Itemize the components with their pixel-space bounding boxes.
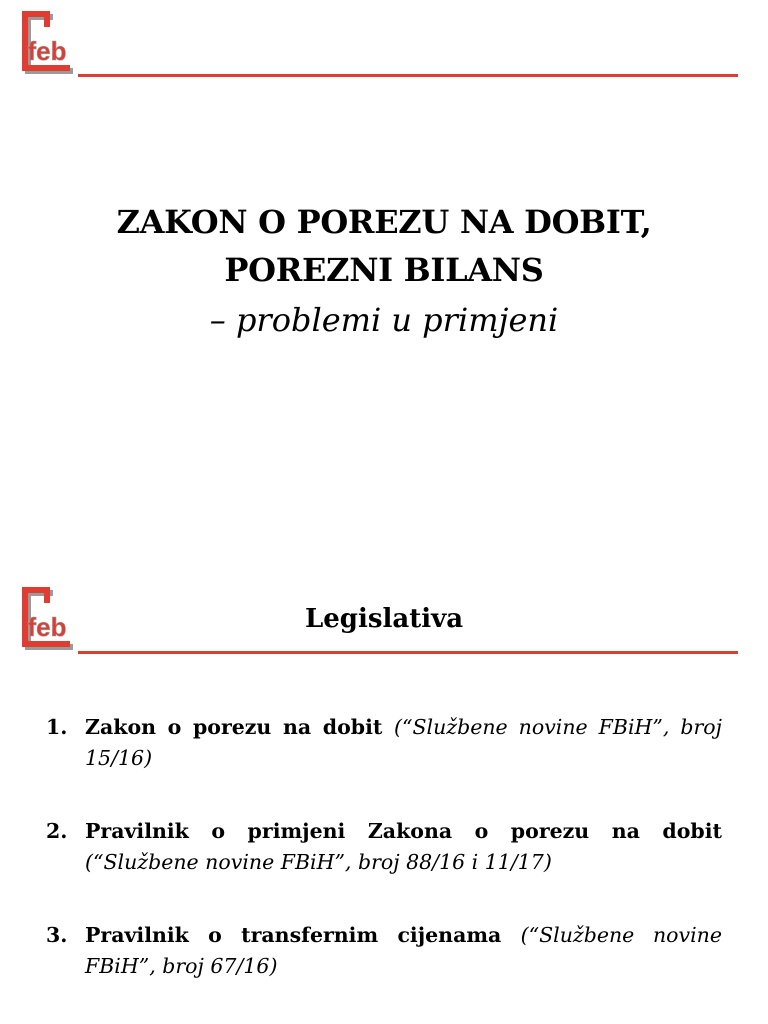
- legislation-list: [46, 712, 722, 1024]
- list-item: [46, 816, 722, 878]
- subtitle: – problemi u primjeni: [209, 301, 559, 339]
- law-name: Pravilnik o primjeni Zakona o porezu na dobit: [85, 819, 722, 843]
- title-line-1: ZAKON O POREZU NA DOBIT,: [116, 203, 652, 241]
- feb-logo-icon: [18, 10, 74, 78]
- list-item: [46, 920, 722, 982]
- title-line-2: POREZNI BILANS: [224, 251, 544, 289]
- item-number: 2.: [46, 819, 68, 843]
- item-number: 1.: [46, 715, 68, 739]
- law-reference: (“Službene novine FBiH”, broj 15/16): [85, 715, 723, 770]
- header-rule: [78, 74, 738, 77]
- law-reference: (“Službene novine FBiH”, broj 67/16): [85, 923, 722, 978]
- list-item: [46, 712, 722, 774]
- svg-text:feb: feb: [27, 36, 67, 66]
- item-number: 3.: [46, 923, 68, 947]
- law-name: Zakon o porezu na dobit: [85, 715, 394, 739]
- title-block: [0, 198, 768, 346]
- header-rule: [78, 651, 738, 654]
- law-name: Pravilnik o transfernim cijenama: [85, 923, 521, 947]
- slide-title-legislativa: Legislativa: [304, 604, 464, 634]
- law-reference: (“Službene novine FBiH”, broj 88/16 i 11/17): [85, 850, 552, 874]
- svg-text:feb: feb: [27, 612, 67, 642]
